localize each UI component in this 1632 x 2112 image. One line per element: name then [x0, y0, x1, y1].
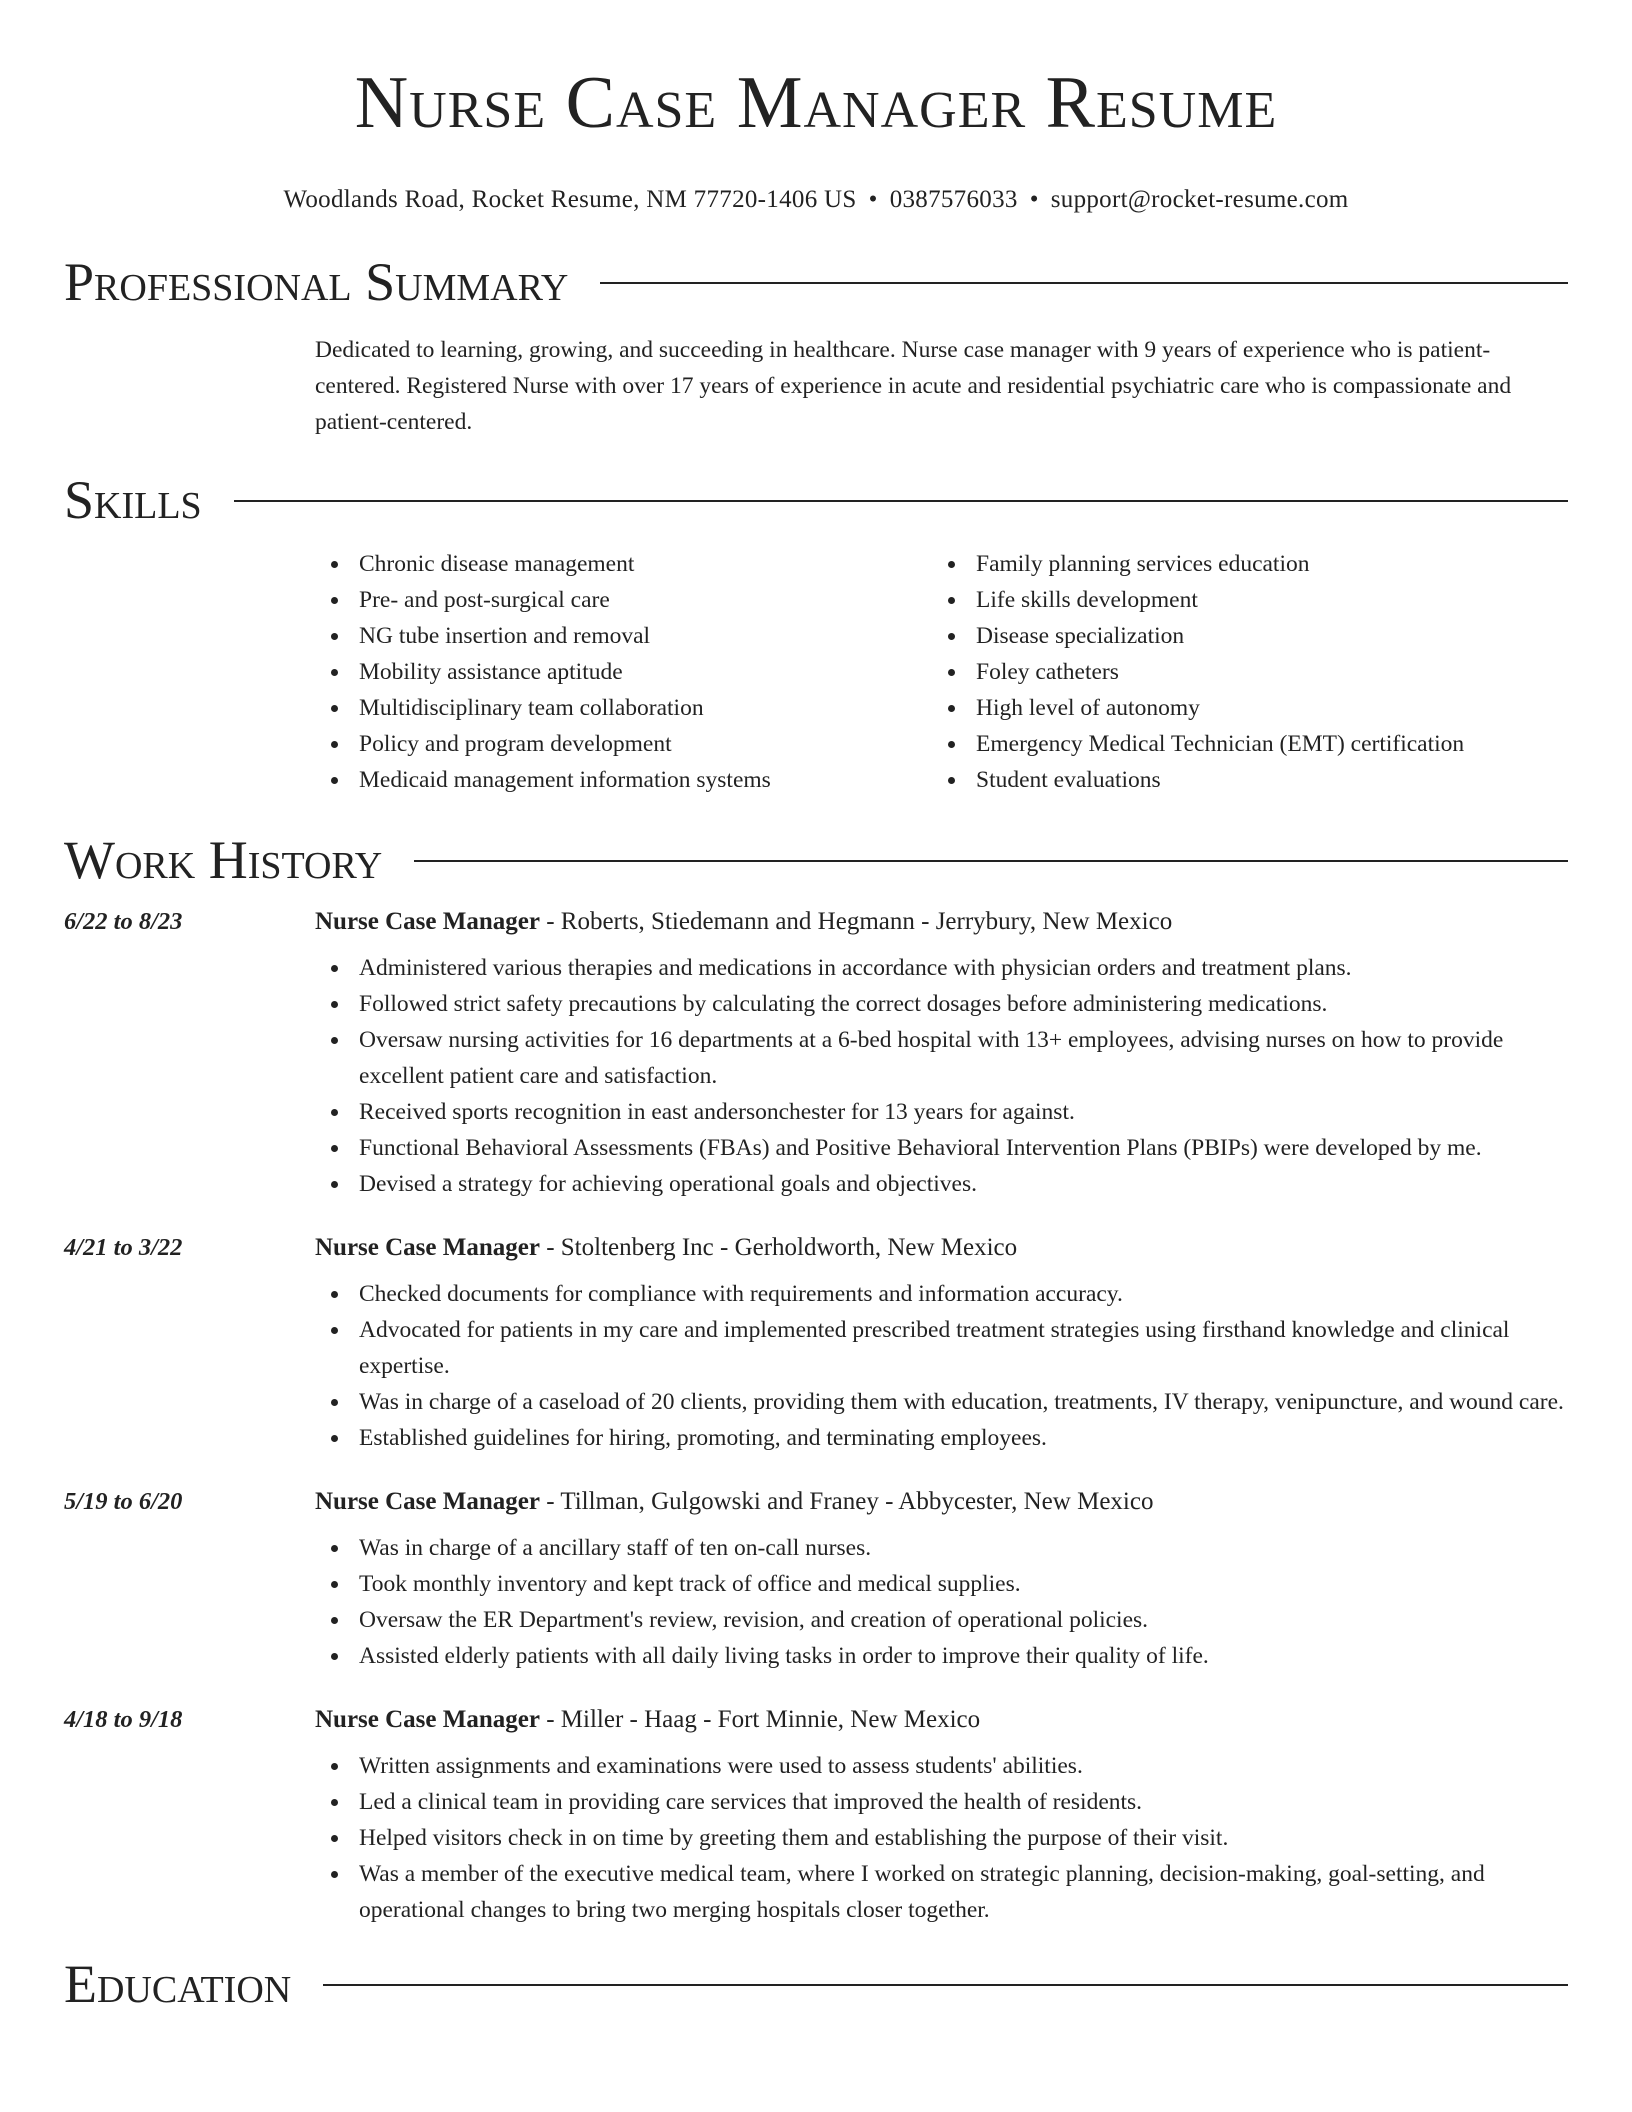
- job-dates: 6/22 to 8/23: [64, 908, 183, 935]
- resume-name: Nurse Case Manager Resume: [354, 62, 1278, 144]
- job-bullet: Established guidelines for hiring, promoting, and terminating employees.: [315, 1420, 1568, 1456]
- skill-item: Life skills development: [932, 582, 1549, 618]
- job-bullet: Administered various therapies and medications in accordance with physician orders and treatment plans.: [315, 950, 1568, 986]
- skill-item: Student evaluations: [932, 762, 1549, 798]
- job-title-line: [315, 1706, 980, 1734]
- job-bullet: Advocated for patients in my care and implemented prescribed treatment strategies using firsthand knowledge and clinical expertise.: [315, 1312, 1568, 1384]
- skills-grid: [315, 546, 1632, 798]
- contact-email[interactable]: support@rocket-resume.com: [1050, 186, 1349, 213]
- contact-address: Woodlands Road, Rocket Resume, NM 77720-1406 US: [283, 186, 857, 213]
- work-history-title: Work History: [64, 830, 383, 890]
- job-title: Nurse Case Manager: [315, 1706, 540, 1733]
- job-entry: [0, 908, 1632, 1202]
- job-bullets: [315, 1748, 1568, 1928]
- job-dates: 4/21 to 3/22: [64, 1234, 183, 1261]
- job-title: Nurse Case Manager: [315, 908, 540, 935]
- skills-title: Skills: [64, 470, 202, 530]
- job-entry: [0, 1706, 1632, 1928]
- summary-header: [64, 250, 1568, 314]
- job-title: Nurse Case Manager: [315, 1234, 540, 1261]
- skills-right-list: [932, 546, 1549, 798]
- summary-section: [0, 250, 1632, 440]
- skill-item: Disease specialization: [932, 618, 1549, 654]
- job-title-line: [315, 908, 1172, 936]
- skill-item: Policy and program development: [315, 726, 932, 762]
- skill-item: Foley catheters: [932, 654, 1549, 690]
- job-bullet: Oversaw the ER Department's review, revision, and creation of operational policies.: [315, 1602, 1568, 1638]
- skill-item: Mobility assistance aptitude: [315, 654, 932, 690]
- job-bullet: Received sports recognition in east andersonchester for 13 years for against.: [315, 1094, 1568, 1130]
- job-details: - Stoltenberg Inc - Gerholdworth, New Mexico: [539, 1234, 1018, 1261]
- summary-title: Professional Summary: [64, 252, 569, 312]
- job-bullet: Checked documents for compliance with requirements and information accuracy.: [315, 1276, 1568, 1312]
- job-details: - Miller - Haag - Fort Minnie, New Mexico: [539, 1706, 981, 1733]
- skill-item: Family planning services education: [932, 546, 1549, 582]
- section-divider: [234, 500, 1568, 502]
- job-title-line: [315, 1234, 1017, 1262]
- job-details: - Roberts, Stiedemann and Hegmann - Jerrybury, New Mexico: [539, 908, 1173, 935]
- section-divider: [600, 282, 1568, 284]
- job-bullet: Assisted elderly patients with all daily living tasks in order to improve their quality of life.: [315, 1638, 1568, 1674]
- skill-item: Multidisciplinary team collaboration: [315, 690, 932, 726]
- section-divider: [323, 1984, 1568, 1986]
- job-dates: 5/19 to 6/20: [64, 1488, 183, 1515]
- summary-text: Dedicated to learning, growing, and succeeding in healthcare. Nurse case manager with 9 years of experience who is patient-centered. Registered Nurse with over 17 years of experience in acute and residential psychiatric care who is compassionate and patient-centered.: [315, 337, 1512, 435]
- education-title: Education: [64, 1954, 292, 2014]
- job-bullet: Helped visitors check in on time by greeting them and establishing the purpose of their visit.: [315, 1820, 1568, 1856]
- skill-item: Emergency Medical Technician (EMT) certification: [932, 726, 1549, 762]
- skills-left-list: [315, 546, 932, 798]
- education-header: [64, 1952, 1568, 2016]
- job-dates: 4/18 to 9/18: [64, 1706, 183, 1733]
- job-bullets: [315, 1530, 1568, 1674]
- section-divider: [414, 860, 1568, 862]
- job-bullet: Led a clinical team in providing care services that improved the health of residents.: [315, 1784, 1568, 1820]
- contact-separator: •: [1029, 186, 1039, 213]
- contact-phone: 0387576033: [889, 186, 1018, 213]
- job-bullets: [315, 1276, 1568, 1456]
- job-bullet: Was in charge of a ancillary staff of ten on-call nurses.: [315, 1530, 1568, 1566]
- skills-section: [0, 468, 1632, 798]
- job-bullet: Followed strict safety precautions by calculating the correct dosages before administering medications.: [315, 986, 1568, 1022]
- contact-line: [0, 186, 1632, 214]
- skill-item: Medicaid management information systems: [315, 762, 932, 798]
- job-title: Nurse Case Manager: [315, 1488, 540, 1515]
- skill-item: High level of autonomy: [932, 690, 1549, 726]
- job-heading: [0, 1488, 1632, 1516]
- job-bullet: Functional Behavioral Assessments (FBAs) and Positive Behavioral Intervention Plans (PBIPs) were developed by me.: [315, 1130, 1568, 1166]
- job-bullet: Written assignments and examinations were used to assess students' abilities.: [315, 1748, 1568, 1784]
- work-history-header: [64, 828, 1568, 892]
- work-history-section: [0, 828, 1632, 1928]
- job-details: - Tillman, Gulgowski and Franey - Abbycester, New Mexico: [539, 1488, 1154, 1515]
- skills-header: [64, 468, 1568, 532]
- job-bullet: Devised a strategy for achieving operational goals and objectives.: [315, 1166, 1568, 1202]
- job-title-line: [315, 1488, 1153, 1516]
- job-bullet: Took monthly inventory and kept track of office and medical supplies.: [315, 1566, 1568, 1602]
- job-heading: [0, 908, 1632, 936]
- job-heading: [0, 1706, 1632, 1734]
- skill-item: NG tube insertion and removal: [315, 618, 932, 654]
- education-section: [0, 1952, 1632, 2016]
- contact-separator: •: [868, 186, 878, 213]
- job-bullet: Was a member of the executive medical team, where I worked on strategic planning, decision-making, goal-setting, and operational changes to bring two merging hospitals closer together.: [315, 1856, 1568, 1928]
- job-entry: [0, 1234, 1632, 1456]
- job-heading: [0, 1234, 1632, 1262]
- job-bullets: [315, 950, 1568, 1202]
- skill-item: Pre- and post-surgical care: [315, 582, 932, 618]
- job-bullet: Oversaw nursing activities for 16 departments at a 6-bed hospital with 13+ employees, advising nurses on how to provide excellent patient care and satisfaction.: [315, 1022, 1568, 1094]
- job-bullet: Was in charge of a caseload of 20 clients, providing them with education, treatments, IV therapy, venipuncture, and wound care.: [315, 1384, 1568, 1420]
- skill-item: Chronic disease management: [315, 546, 932, 582]
- job-entry: [0, 1488, 1632, 1674]
